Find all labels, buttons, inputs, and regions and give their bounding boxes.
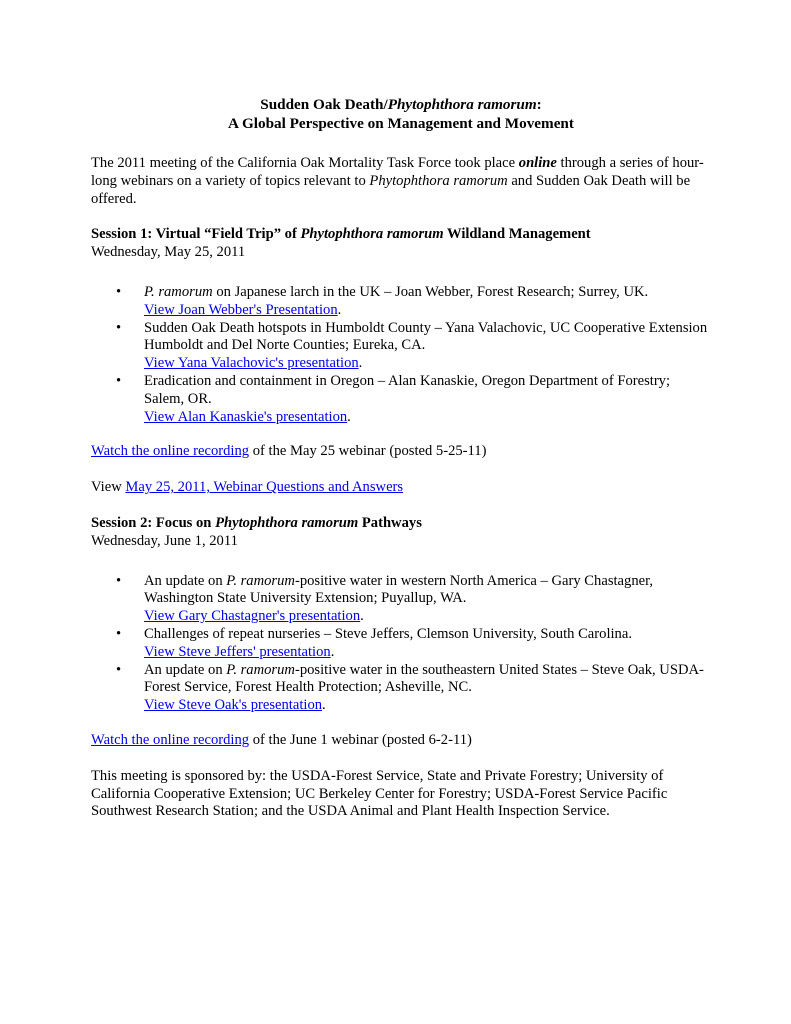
title-line1-c: :: [536, 96, 542, 113]
session2-head-species: Phytophthora ramorum: [215, 514, 359, 531]
title-line1-italic: Phytophthora ramorum: [387, 96, 537, 113]
item-italic: P. ramorum: [226, 661, 295, 678]
recording-text: of the May 25 webinar (posted 5-25-11): [249, 443, 487, 460]
session1-recording-line: [91, 443, 711, 461]
presentation-link[interactable]: View Alan Kanaskie's presentation: [144, 408, 348, 425]
page-title: [91, 96, 711, 133]
item-text: Challenges of repeat nurseries – Steve Jeffers, Clemson University, South Carolina.: [144, 625, 632, 642]
bullet-icon: •: [116, 319, 122, 336]
session1-head-a: Session 1: Virtual “Field Trip” of: [91, 226, 301, 243]
list-item: • Challenges of repeat nurseries – Steve Jeffers, Clemson University, South Carolina. View Steve Jeffers' presentation.: [116, 625, 632, 660]
list-item: • Sudden Oak Death hotspots in Humboldt County – Yana Valachovic, UC Cooperative Extension Humboldt and Del Norte Counties; Eureka, CA. View Yana Valachovic's presentation.: [116, 319, 708, 372]
item-italic: P. ramorum: [226, 572, 295, 589]
intro-text-c: through a series of hour-long webinars on a variety of topics relevant to: [91, 155, 704, 189]
item-italic: P. ramorum: [144, 283, 213, 300]
session1-qa-line: [91, 479, 711, 497]
session1-heading: [91, 226, 711, 262]
session2-date: Wednesday, June 1, 2011: [91, 532, 238, 549]
presentation-link[interactable]: View Joan Webber's Presentation: [144, 301, 338, 318]
presentation-link[interactable]: View Steve Jeffers' presentation: [144, 643, 331, 660]
presentation-link[interactable]: View Gary Chastagner's presentation: [144, 608, 361, 625]
intro-text-a: The 2011 meeting of the California Oak Mortality Task Force took place: [91, 155, 519, 171]
item-text: Sudden Oak Death hotspots in Humboldt County – Yana Valachovic, UC Cooperative Extension Humboldt and Del Norte Counties; Eureka, CA.: [144, 319, 708, 354]
bullet-icon: •: [116, 661, 122, 678]
item-text: on Japanese larch in the UK – Joan Webber, Forest Research; Surrey, UK.: [212, 283, 649, 300]
session2-head-a: Session 2: Focus on: [91, 514, 216, 531]
list-item: • An update on P. ramorum-positive water in the southeastern United States – Steve Oak, USDA-Forest Service, Forest Health Protection; Asheville, NC. View Steve Oak's presentation.: [116, 661, 704, 714]
session2-heading: [91, 515, 711, 551]
sponsor-paragraph: This meeting is sponsored by: the USDA-Forest Service, State and Private Forestry; University of California Cooperative Extension; UC Berkeley Center for Forestry; USDA-Forest Service Pacific Southwest Research Station; and the USDA Animal and Plant Health Inspection Service.: [91, 767, 668, 820]
bullet-icon: •: [116, 283, 122, 300]
intro-paragraph: [91, 155, 711, 208]
watch-recording-link[interactable]: Watch the online recording: [91, 731, 250, 748]
bullet-icon: •: [116, 625, 122, 642]
item-pre: An update on: [144, 661, 227, 678]
item-text: Eradication and containment in Oregon – Alan Kanaskie, Oregon Department of Forestry; Salem, OR.: [144, 372, 671, 407]
session2-recording-line: [91, 732, 711, 750]
watch-recording-link[interactable]: Watch the online recording: [91, 443, 250, 460]
recording-text: of the June 1 webinar (posted 6-2-11): [249, 731, 472, 748]
presentation-link[interactable]: View Yana Valachovic's presentation: [144, 355, 359, 372]
session2-head-c: Pathways: [358, 514, 422, 531]
title-line2: A Global Perspective on Management and Movement: [228, 114, 574, 132]
list-item: • P. ramorum on Japanese larch in the UK – Joan Webber, Forest Research; Surrey, UK. View Joan Webber's Presentation.: [116, 283, 649, 318]
item-pre: An update on: [144, 572, 227, 589]
session1-head-species: Phytophthora ramorum: [300, 226, 444, 243]
presentation-link[interactable]: View Steve Oak's presentation: [144, 697, 323, 714]
session2-list: [91, 573, 711, 715]
intro-online: online: [518, 155, 557, 171]
intro-species: Phytophthora ramorum: [369, 172, 508, 189]
bullet-icon: •: [116, 372, 122, 389]
title-line1-a: Sudden Oak Death/: [260, 96, 388, 113]
list-item: • Eradication and containment in Oregon – Alan Kanaskie, Oregon Department of Forestry; Salem, OR. View Alan Kanaskie's presentation.: [116, 372, 671, 425]
item-text: -positive water in the southeastern United States – Steve Oak, USDA-Forest Service, Forest Health Protection; Asheville, NC.: [144, 661, 704, 696]
session1-list: [91, 284, 711, 426]
item-text: -positive water in western North America – Gary Chastagner, Washington State University Extension; Puyallup, WA.: [144, 572, 654, 607]
document-page: [91, 96, 711, 821]
qa-link[interactable]: May 25, 2011, Webinar Questions and Answers: [125, 479, 404, 496]
bullet-icon: •: [116, 572, 122, 589]
session1-date: Wednesday, May 25, 2011: [91, 244, 246, 261]
session1-head-c: Wildland Management: [443, 226, 591, 243]
list-item: • An update on P. ramorum-positive water in western North America – Gary Chastagner, Washington State University Extension; Puyallup, WA. View Gary Chastagner's presentation.: [116, 572, 654, 625]
view-prefix: View: [91, 479, 126, 496]
intro-text-e: and Sudden Oak Death will be offered.: [91, 172, 691, 207]
